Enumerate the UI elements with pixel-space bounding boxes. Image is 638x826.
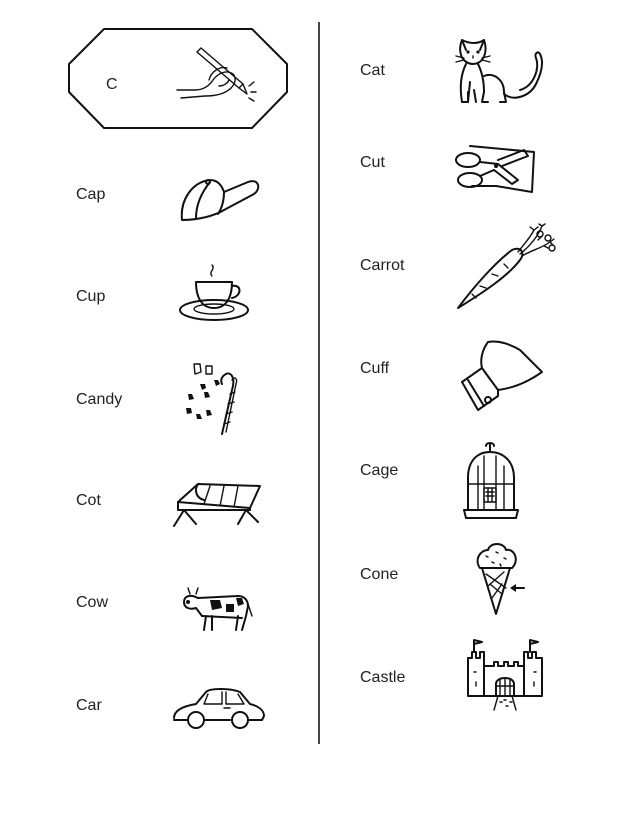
cage-icon xyxy=(460,440,522,522)
word-cot: Cot xyxy=(76,492,101,509)
word-cage: Cage xyxy=(360,462,399,479)
cuff-icon xyxy=(458,338,548,414)
castle-icon xyxy=(464,636,550,714)
hand-writing-pencil-icon xyxy=(175,46,257,102)
cup-icon xyxy=(176,264,256,324)
word-cone: Cone xyxy=(360,566,399,583)
cat-icon xyxy=(454,36,550,106)
header-letter: C xyxy=(106,76,118,93)
cot-icon xyxy=(170,474,268,530)
word-candy: Candy xyxy=(76,391,123,408)
word-cuff: Cuff xyxy=(360,360,390,377)
word-car: Car xyxy=(76,697,102,714)
word-carrot: Carrot xyxy=(360,257,405,274)
word-cup: Cup xyxy=(76,288,106,305)
word-cow: Cow xyxy=(76,594,109,611)
scissors-icon xyxy=(452,142,538,198)
candy-icon xyxy=(180,360,246,436)
word-cap: Cap xyxy=(76,186,106,203)
carrot-icon xyxy=(454,222,558,312)
word-castle: Castle xyxy=(360,669,406,686)
column-divider xyxy=(318,22,320,744)
cow-icon xyxy=(180,582,254,634)
cap-icon xyxy=(178,170,262,228)
ice-cream-cone-icon xyxy=(474,540,526,618)
word-cut: Cut xyxy=(360,154,385,171)
word-cat: Cat xyxy=(360,62,385,79)
car-icon xyxy=(170,684,266,732)
